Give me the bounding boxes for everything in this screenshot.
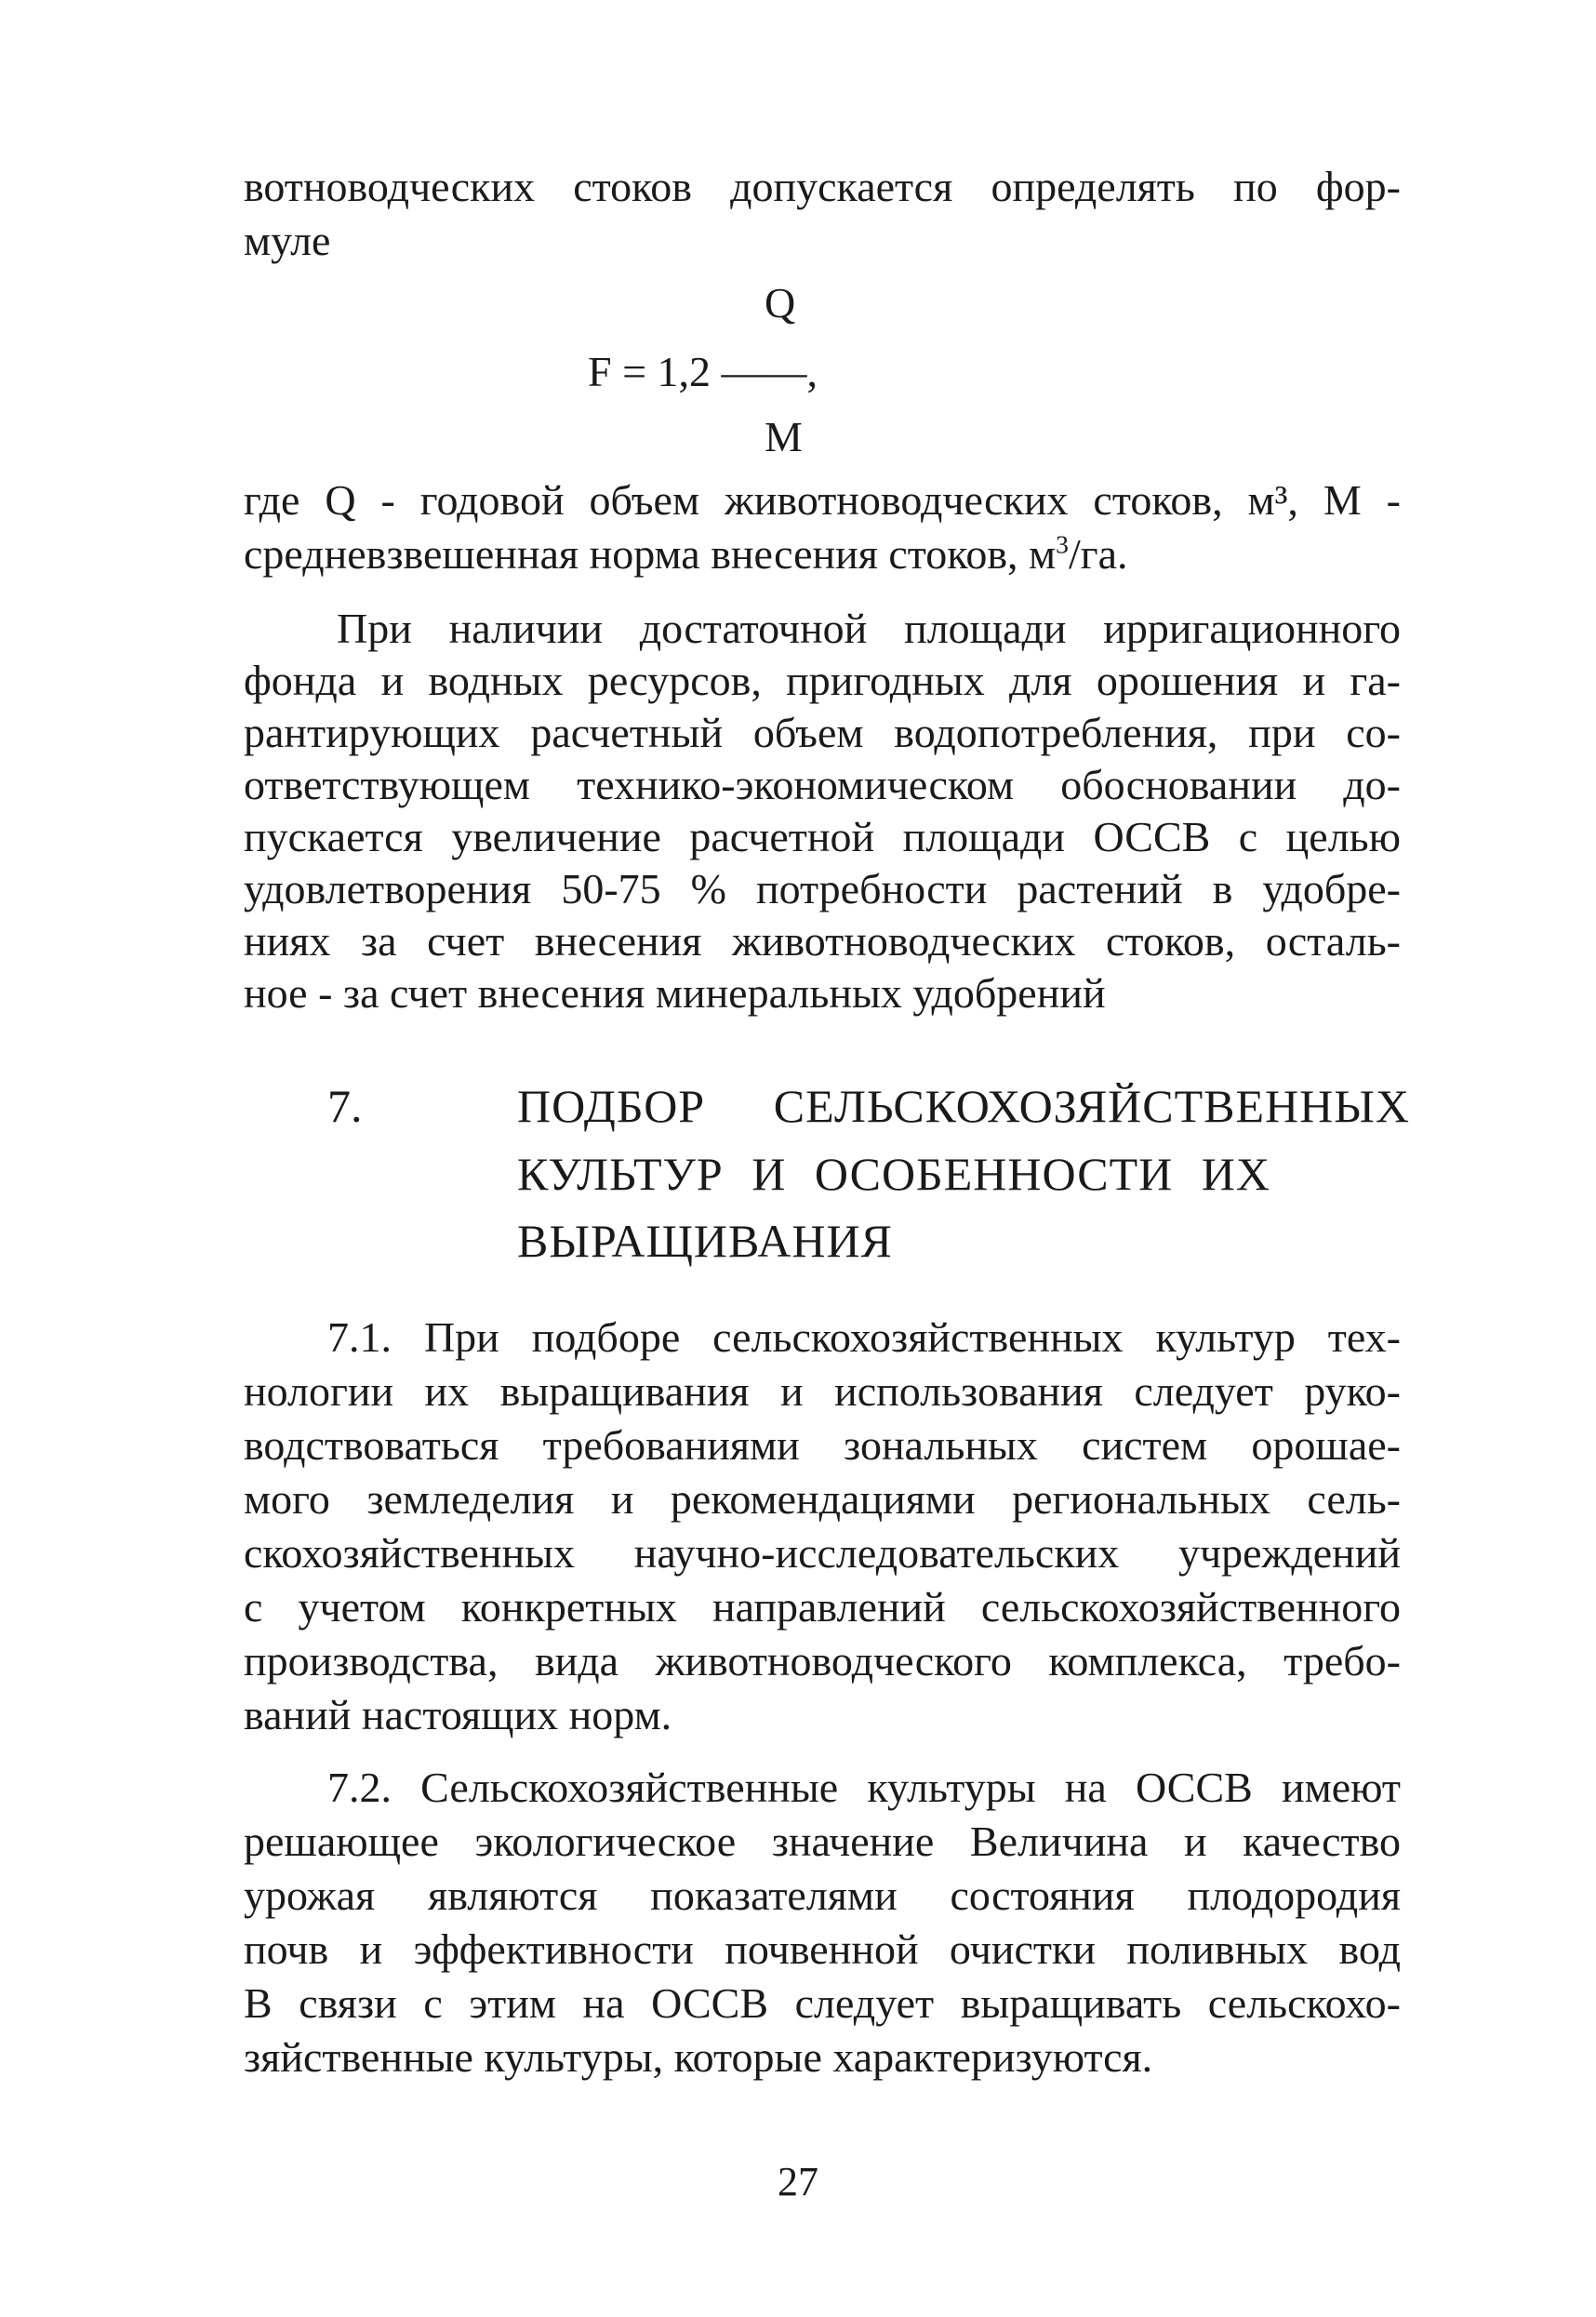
section-title-line-3: ВЫРАЩИВАНИЯ: [517, 1215, 893, 1267]
definition-line-2-tail: /га.: [1068, 530, 1128, 578]
p71-line-3: водствоваться требованиями зональных систем орошае-: [244, 1421, 1401, 1469]
definition-line-2: [244, 528, 1401, 580]
p71-line-2: нологии их выращивания и использования следует руко-: [244, 1367, 1401, 1415]
definition-superscript: 3: [1056, 529, 1069, 559]
formula-equation: F = 1,2 ——,: [588, 348, 818, 395]
definition-line-1: где Q - годовой объем животноводческих стоков, м³, M -: [244, 476, 1401, 524]
p71-line-5: скохозяйственных научно-исследовательских учреждений: [244, 1529, 1401, 1577]
irrigation-line-3: рантирующих расчетный объем водопотребления, при со-: [244, 709, 1401, 756]
p72-line-5: В связи с этим на ОССВ следует выращивать сельскохо-: [244, 1979, 1401, 2027]
definition-line-2-text: средневзвешенная норма внесения стоков, м: [244, 530, 1057, 578]
intro-line-2: муле: [244, 217, 331, 264]
formula-denominator: M: [765, 413, 803, 460]
p72-line-6: зяйственные культуры, которые характеризуются.: [244, 2033, 1153, 2081]
p71-line-7: производства, вида животноводческого комплекса, требо-: [244, 1637, 1401, 1684]
formula-numerator: Q: [765, 279, 796, 326]
irrigation-line-4: ответствующем технико-экономическом обосновании до-: [244, 761, 1401, 808]
p72-line-4: почв и эффективности почвенной очистки поливных вод: [244, 1925, 1401, 1973]
p72-line-3: урожая являются показателями состояния плодородия: [244, 1871, 1401, 1919]
irrigation-line-6: удовлетворения 50-75 % потребности растений в удобре-: [244, 865, 1401, 912]
section-number: 7.: [327, 1080, 363, 1132]
p71-line-6: с учетом конкретных направлений сельскохозяйственного: [244, 1583, 1401, 1631]
section-title-line-1: ПОДБОР СЕЛЬСКОХОЗЯЙСТВЕННЫХ: [517, 1080, 1410, 1132]
intro-line-1: вотноводческих стоков допускается определять по фор-: [244, 163, 1401, 210]
irrigation-line-2: фонда и водных ресурсов, пригодных для орошения и га-: [244, 657, 1401, 704]
irrigation-line-8: ное - за счет внесения минеральных удобрений: [244, 969, 1106, 1017]
p71-line-4: мого земледелия и рекомендациями региональных сель-: [244, 1475, 1401, 1523]
section-title-line-2: КУЛЬТУР И ОСОБЕННОСТИ ИХ: [517, 1148, 1270, 1200]
p72-line-2: решающее экологическое значение Величина и качество: [244, 1818, 1401, 1865]
p71-line-8: ваний настоящих норм.: [244, 1691, 672, 1738]
p72-line-1: 7.2. Сельскохозяйственные культуры на ОССВ имеют: [327, 1764, 1401, 1811]
irrigation-line-1: При наличии достаточной площади ирригационного: [337, 605, 1401, 652]
p71-line-1: 7.1. При подборе сельскохозяйственных культур тех-: [327, 1313, 1401, 1361]
irrigation-line-7: ниях за счет внесения животноводческих стоков, осталь-: [244, 917, 1401, 965]
page-number: 27: [778, 2159, 818, 2204]
irrigation-line-5: пускается увеличение расчетной площади ОССВ с целью: [244, 813, 1401, 860]
